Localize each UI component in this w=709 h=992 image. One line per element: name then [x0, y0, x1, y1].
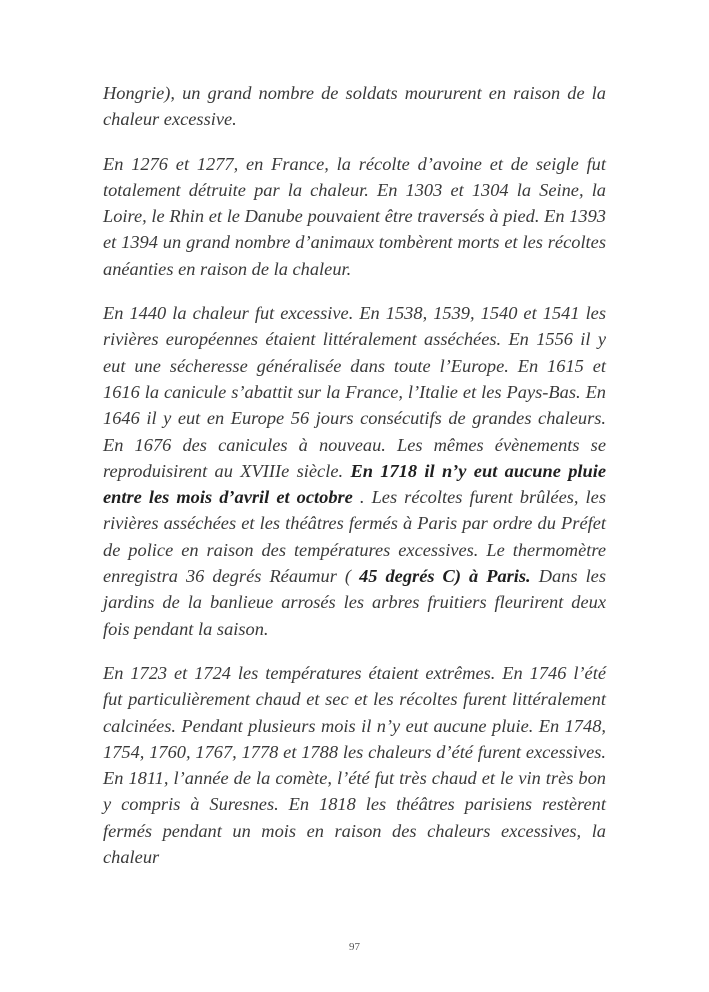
paragraph-1	[103, 80, 606, 133]
paragraph-2	[103, 151, 606, 282]
paragraph-3	[103, 300, 606, 642]
body-text	[103, 80, 606, 888]
paragraph-4-text: En 1723 et 1724 les températures étaient extrêmes. En 1746 l’été fut particulièrement chaud et sec et les récoltes furent littéralement calcinées. Pendant plusieurs mois il n’y eut aucune pluie. En 1748, 1754, 1760, 1767, 1778 et 1788 les chaleurs d’été furent excessives. En 1811, l’année de la comète, l’été fut très chaud et le vin très bon y compris à Suresnes. En 1818 les théâtres parisiens restèrent fermés pendant un mois en raison des chaleurs excessives, la chaleur	[103, 662, 606, 868]
paragraph-4	[103, 660, 606, 870]
paragraph-1-text: Hongrie), un grand nombre de soldats moururent en raison de la chaleur excessive.	[103, 83, 606, 130]
paragraph-3-text-c: Dans les jardins de la banlieue arrosés les arbres fruitiers fleurirent deux fois pendant la saison.	[103, 566, 606, 639]
paragraph-2-text: En 1276 et 1277, en France, la récolte d’avoine et de seigle fut totalement détruite par la chaleur. En 1303 et 1304 la Seine, la Loire, le Rhin et le Danube pouvaient être traversés à pied. En 1393 et 1394 un grand nombre d’animaux tombèrent morts et les récoltes anéanties en raison de la chaleur.	[103, 153, 606, 279]
paragraph-3-text-b: . Les récoltes furent brûlées, les rivières asséchées et les théâtres fermés à Paris par ordre du Préfet de police en raison des températures excessives. Le thermomètre enregistra 36 degrés Réaumur (	[103, 487, 606, 587]
paragraph-3-bold-temperature: 45 degrés C) à Paris.	[359, 566, 531, 587]
paragraph-3-bold-1718: En 1718 il n’y eut aucune pluie entre les mois d’avril et octobre	[103, 460, 606, 508]
page-number: 97	[349, 941, 360, 953]
paragraph-3-text-a: En 1440 la chaleur fut excessive. En 1538, 1539, 1540 et 1541 les rivières européennes étaient littéralement asséchées. En 1556 il y eut une sécheresse généralisée dans toute l’Europe. En 1615 et 1616 la canicule s’abattit sur la France, l’Italie et les Pays-Bas. En 1646 il y eut en Europe 56 jours consécutifs de grandes chaleurs. En 1676 des canicules à nouveau. Les mêmes évènements se reproduisirent au XVIIIe siècle.	[103, 303, 606, 481]
